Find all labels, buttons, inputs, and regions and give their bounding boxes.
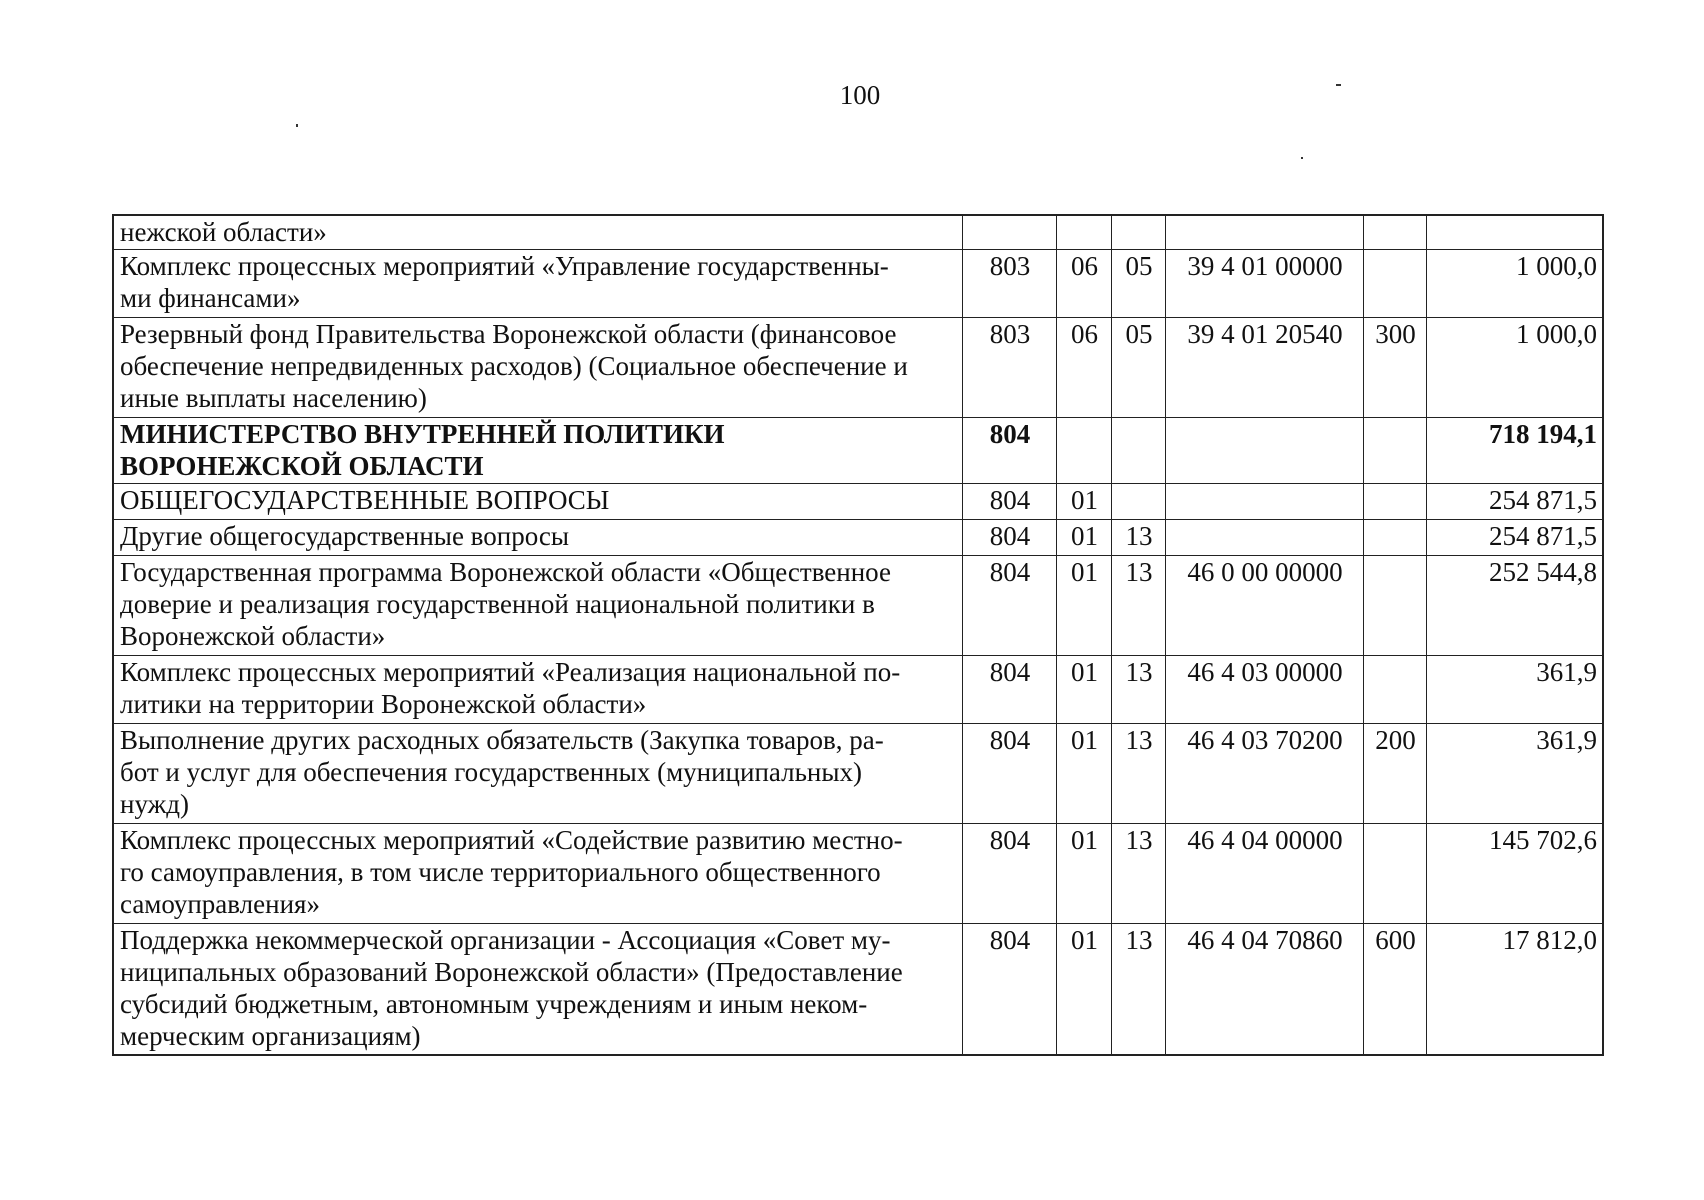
- row-rz-cell: [962, 215, 1056, 249]
- row-code-cell: 13: [1111, 655, 1165, 723]
- row-vr-cell: 300: [1363, 317, 1426, 417]
- row-rz-cell: 804: [962, 519, 1056, 555]
- row-rz-cell: 804: [962, 555, 1056, 655]
- row-csr-cell: 39 4 01 00000: [1165, 249, 1363, 317]
- table-row: [113, 249, 1603, 317]
- row-name-cell: Выполнение других расходных обязательств (Закупка товаров, ра- бот и услуг для обеспечения государственных (муниципальных) нужд): [113, 723, 962, 823]
- table-row: [113, 555, 1603, 655]
- row-vr-cell: [1363, 555, 1426, 655]
- row-code-cell: 13: [1111, 519, 1165, 555]
- row-name-cell: МИНИСТЕРСТВО ВНУТРЕННЕЙ ПОЛИТИКИ ВОРОНЕЖСКОЙ ОБЛАСТИ: [113, 417, 962, 483]
- row-vr-cell: [1363, 249, 1426, 317]
- row-csr-cell: 46 4 03 00000: [1165, 655, 1363, 723]
- row-rz-cell: 803: [962, 317, 1056, 417]
- row-name-cell: Государственная программа Воронежской области «Общественное доверие и реализация государственной национальной политики в Воронежской области»: [113, 555, 962, 655]
- row-ps-cell: 06: [1056, 249, 1111, 317]
- row-vr-cell: [1363, 215, 1426, 249]
- row-ps-cell: 01: [1056, 483, 1111, 519]
- row-rz-cell: 804: [962, 723, 1056, 823]
- scan-speck: [296, 124, 298, 127]
- row-name-cell: нежской области»: [113, 215, 962, 249]
- row-ps-cell: 01: [1056, 723, 1111, 823]
- row-csr-cell: [1165, 417, 1363, 483]
- row-ps-cell: 01: [1056, 555, 1111, 655]
- row-name-cell: Поддержка некоммерческой организации - Ассоциация «Совет му- ниципальных образований Воронежской области» (Предоставление субсидий бюджетным, автономным учреждениям и иным неком- мерческим организациям): [113, 923, 962, 1055]
- row-rz-cell: 804: [962, 483, 1056, 519]
- row-sum-cell: 252 544,8: [1426, 555, 1603, 655]
- row-csr-cell: 46 4 04 70860: [1165, 923, 1363, 1055]
- scan-speck: [1301, 157, 1303, 159]
- row-sum-cell: 254 871,5: [1426, 483, 1603, 519]
- row-vr-cell: 200: [1363, 723, 1426, 823]
- row-sum-cell: 361,9: [1426, 723, 1603, 823]
- row-ps-cell: 01: [1056, 923, 1111, 1055]
- row-vr-cell: [1363, 519, 1426, 555]
- row-code-cell: 13: [1111, 555, 1165, 655]
- row-vr-cell: [1363, 417, 1426, 483]
- row-name-cell: ОБЩЕГОСУДАРСТВЕННЫЕ ВОПРОСЫ: [113, 483, 962, 519]
- row-code-cell: [1111, 417, 1165, 483]
- row-name-cell: Резервный фонд Правительства Воронежской области (финансовое обеспечение непредвиденных расходов) (Социальное обеспечение и иные выплаты населению): [113, 317, 962, 417]
- row-code-cell: 05: [1111, 317, 1165, 417]
- row-vr-cell: [1363, 823, 1426, 923]
- row-vr-cell: 600: [1363, 923, 1426, 1055]
- row-ps-cell: 01: [1056, 823, 1111, 923]
- table-row: [113, 655, 1603, 723]
- row-ps-cell: 01: [1056, 519, 1111, 555]
- row-vr-cell: [1363, 483, 1426, 519]
- row-code-cell: 13: [1111, 823, 1165, 923]
- row-rz-cell: 804: [962, 655, 1056, 723]
- table-row: [113, 823, 1603, 923]
- row-code-cell: [1111, 483, 1165, 519]
- row-ps-cell: [1056, 417, 1111, 483]
- row-csr-cell: 46 4 03 70200: [1165, 723, 1363, 823]
- table-row: [113, 483, 1603, 519]
- row-sum-cell: 17 812,0: [1426, 923, 1603, 1055]
- row-csr-cell: 39 4 01 20540: [1165, 317, 1363, 417]
- row-csr-cell: [1165, 215, 1363, 249]
- row-rz-cell: 804: [962, 823, 1056, 923]
- row-csr-cell: [1165, 483, 1363, 519]
- row-name-cell: Другие общегосударственные вопросы: [113, 519, 962, 555]
- row-sum-cell: 1 000,0: [1426, 317, 1603, 417]
- row-csr-cell: 46 0 00 00000: [1165, 555, 1363, 655]
- table-row: [113, 215, 1603, 249]
- row-csr-cell: 46 4 04 00000: [1165, 823, 1363, 923]
- row-code-cell: 13: [1111, 723, 1165, 823]
- row-rz-cell: 804: [962, 923, 1056, 1055]
- row-sum-cell: [1426, 215, 1603, 249]
- row-rz-cell: 804: [962, 417, 1056, 483]
- table-row: [113, 317, 1603, 417]
- row-sum-cell: 361,9: [1426, 655, 1603, 723]
- row-code-cell: 05: [1111, 249, 1165, 317]
- row-sum-cell: 1 000,0: [1426, 249, 1603, 317]
- row-vr-cell: [1363, 655, 1426, 723]
- row-sum-cell: 718 194,1: [1426, 417, 1603, 483]
- scan-speck: [1336, 84, 1341, 86]
- row-csr-cell: [1165, 519, 1363, 555]
- row-code-cell: [1111, 215, 1165, 249]
- row-sum-cell: 254 871,5: [1426, 519, 1603, 555]
- row-name-cell: Комплекс процессных мероприятий «Управление государственны- ми финансами»: [113, 249, 962, 317]
- row-name-cell: Комплекс процессных мероприятий «Реализация национальной по- литики на территории Воронежской области»: [113, 655, 962, 723]
- row-ps-cell: 06: [1056, 317, 1111, 417]
- row-rz-cell: 803: [962, 249, 1056, 317]
- row-code-cell: 13: [1111, 923, 1165, 1055]
- row-name-cell: Комплекс процессных мероприятий «Содействие развитию местно- го самоуправления, в том числе территориального общественного самоуправления»: [113, 823, 962, 923]
- row-sum-cell: 145 702,6: [1426, 823, 1603, 923]
- table-row: [113, 519, 1603, 555]
- page-number: 100: [839, 80, 881, 110]
- table-row: [113, 417, 1603, 483]
- table-row: [113, 923, 1603, 1055]
- budget-table: [112, 214, 1604, 1056]
- table-row: [113, 723, 1603, 823]
- row-ps-cell: [1056, 215, 1111, 249]
- row-ps-cell: 01: [1056, 655, 1111, 723]
